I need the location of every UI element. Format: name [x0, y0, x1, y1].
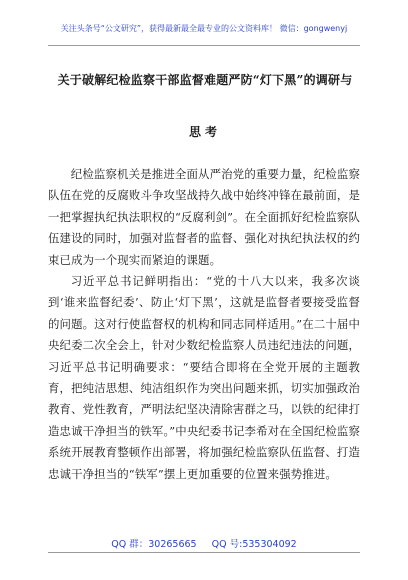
paragraph-1: 纪检监察机关是推进全面从严治党的重要力量，纪检监察队伍在党的反腐败斗争攻坚战持久战中始终冲锋在最前面，是一把掌握执纪执法职权的“反腐利剑”。在全面抓好纪检监察队伍建设的同时，加强对监督者的监督、强化对执纪执法权的约束已成为一个现实而紧迫的课题。 — [48, 167, 361, 267]
document-body — [48, 164, 360, 485]
paragraph-2: 习近平总书记鲜明指出：“党的十八大以来，我多次谈到‘谁来监督纪委’、防止‘灯下黑’，这就是监督者要接受监督的问题。这对行使监督权的机构和同志同样适用。”在二十届中央纪委二次全会上，针对少数纪检监察人员违纪违法的问题，习近平总书记明确要求：“要结合即将在全党开展的主题教育，把纯洁思想、纯洁组织作为突出问题来抓，切实加强政治教育、党性教育，严明法纪坚决清除害群之马，以铁的纪律打造忠诚干净担当的铁军。”中央纪委书记李希对在全国纪检监察系统开展教育整顿作出部署，将加强纪检监察队伍监督、打造忠诚干净担当的“铁军”摆上更加重要的位置来强势推进。 — [48, 274, 360, 481]
footer-divider — [48, 552, 360, 553]
document-title-line-2: 思考 — [188, 125, 221, 139]
footer-contact — [0, 536, 408, 550]
document-title-line-1: 关于破解纪检监察干部监督难题严防“灯下黑”的调研与 — [57, 73, 353, 87]
footer-qq-group: QQ 群：30265665 — [111, 539, 197, 550]
footer-qq-number: QQ 号:535304092 — [211, 539, 297, 550]
header-promo-text: 关注头条号“公文研究”，获得最新最全最专业的公文资料库！ 微信：gongwenyj — [60, 24, 348, 33]
header-divider — [48, 45, 360, 46]
